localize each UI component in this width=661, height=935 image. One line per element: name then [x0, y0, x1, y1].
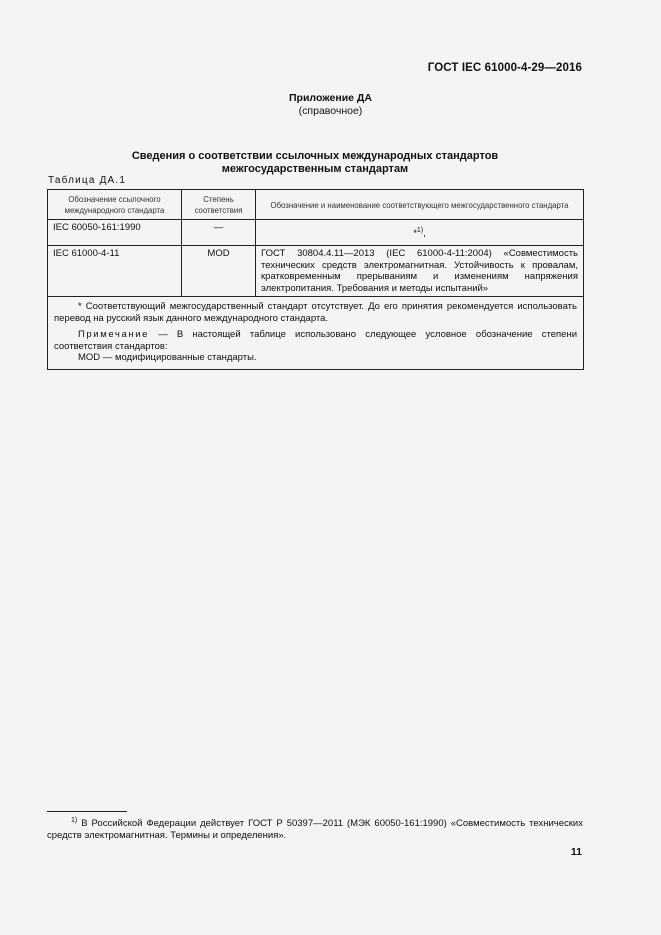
page-footnote: $^{1)}$ В Российской Федерации действует ГОСТ Р 50397—2011 (МЭК 60050-161:1990) «Совместимость технических средств электромагнитная. Термины и определения».	[47, 817, 583, 842]
cell-ref: IEC 61000-4-11	[48, 246, 182, 297]
cell-degree: MOD	[182, 246, 256, 297]
table-notes-cell	[48, 297, 584, 370]
header-degree: Степень соответствия	[182, 190, 256, 220]
table-header-row	[48, 190, 584, 220]
table-caption: Таблица ДА.1	[48, 175, 127, 186]
table-footnote: * Соответствующий межгосударственный стандарт отсутствует. До его принятия рекомендуется использовать перевод на русский язык данного международного стандарта.	[54, 301, 577, 324]
table-row	[48, 220, 584, 246]
annex-subtitle: (справочное)	[298, 105, 363, 117]
cell-name: *$^{1)}$,	[256, 220, 584, 246]
header-ref-standard: Обозначение ссылочного международного стандарта	[48, 190, 182, 220]
cell-ref: IEC 60050-161:1990	[48, 220, 182, 246]
page-number: 11	[570, 846, 582, 858]
annex-title: Приложение ДА	[289, 92, 372, 104]
table-row	[48, 246, 584, 297]
section-title: Сведения о соответствии ссылочных международных стандартов межгосударственным стандартам	[131, 150, 499, 175]
header-interstate-standard: Обозначение и наименование соответствующего межгосударственного стандарта	[256, 190, 584, 220]
table-note: Примечание — В настоящей таблице использовано следующее условное обозначение степени соответствия стандартов:	[54, 329, 577, 352]
table-note-mod: MOD — модифицированные стандарты.	[78, 352, 257, 363]
cell-degree: —	[182, 220, 256, 246]
footnote-divider	[47, 811, 127, 812]
table-notes-row	[48, 297, 584, 370]
reference-standards-table	[47, 189, 584, 370]
cell-name: ГОСТ 30804.4.11—2013 (IEC 61000-4-11:2004) «Совместимость технических средств электромагнитная. Устойчивость к провалам, кратковременным прерываниям и изменениям напряжения электропитания. Требования и методы испытаний»	[256, 246, 584, 297]
document-code: ГОСТ IEC 61000-4-29—2016	[427, 62, 582, 74]
